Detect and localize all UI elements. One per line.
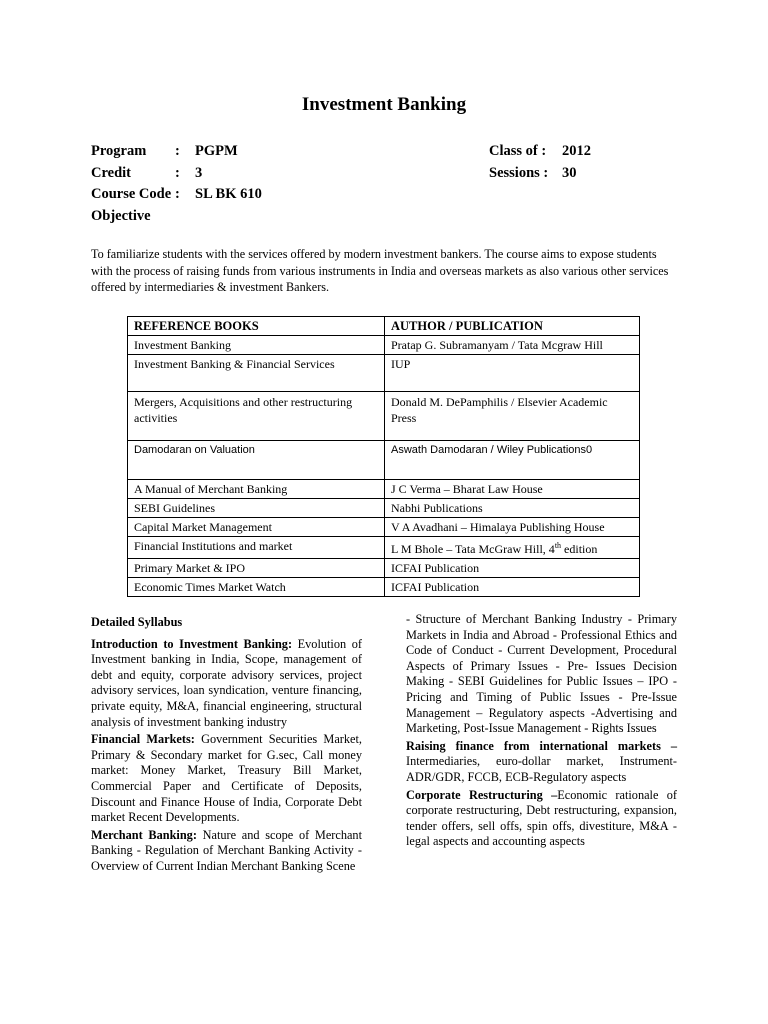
author-cell: ICFAI Publication bbox=[385, 578, 640, 597]
syllabus-heading: Detailed Syllabus bbox=[91, 615, 183, 629]
credit-label: Credit bbox=[91, 165, 132, 181]
program-row bbox=[91, 143, 391, 163]
author-cell: Pratap G. Subramanyam / Tata Mcgraw Hill bbox=[385, 336, 640, 355]
corporate-restructuring-text: Economic rationale of corporate restructuring, Debt restructuring, expansion, tender offers, sell offs, spin offs, divestiture, M&A - legal aspects and accounting aspects bbox=[406, 787, 677, 849]
table-row bbox=[128, 537, 640, 559]
book-cell: Capital Market Management bbox=[128, 518, 385, 537]
author-cell: Nabhi Publications bbox=[385, 499, 640, 518]
sessions-label: Sessions : bbox=[489, 165, 549, 181]
author-cell: IUP bbox=[385, 355, 640, 392]
financial-markets-paragraph bbox=[91, 732, 362, 826]
table-row bbox=[128, 355, 640, 392]
table-row bbox=[128, 518, 640, 537]
book-cell: A Manual of Merchant Banking bbox=[128, 480, 385, 499]
table-row bbox=[128, 480, 640, 499]
financial-markets-text: Government Securities Market, Primary & Secondary market for G.sec, Call money market: Money Market, Treasury Bill Market, Commercial Paper and Certificate of Deposits, Discount and Finance House of India, Corporate Debt market Recent Developments. bbox=[91, 732, 362, 825]
course-code-value: SL BK 610 bbox=[195, 186, 262, 202]
merchant-banking-paragraph bbox=[91, 828, 362, 875]
page-title: Investment Banking bbox=[301, 94, 467, 115]
table-row bbox=[128, 336, 640, 355]
book-cell: SEBI Guidelines bbox=[128, 499, 385, 518]
raising-finance-text: Intermediaries, euro-dollar market, Instrument-ADR/GDR, FCCB, ECB-Regulatory aspects bbox=[406, 754, 677, 784]
merchant-banking-text: Nature and scope of Merchant Banking - Regulation of Merchant Banking Activity - Overview of Current Indian Merchant Banking Scene bbox=[91, 827, 362, 873]
syllabus-left-column bbox=[91, 615, 362, 877]
credit-value: 3 bbox=[195, 165, 203, 181]
intro-title: Introduction to Investment Banking: bbox=[91, 636, 293, 651]
book-cell: Economic Times Market Watch bbox=[128, 578, 385, 597]
raising-finance-paragraph bbox=[406, 739, 677, 786]
superscript: th bbox=[554, 541, 562, 550]
author-cell: V A Avadhani – Himalaya Publishing House bbox=[385, 518, 640, 537]
class-of-label: Class of : bbox=[489, 143, 547, 159]
author-cell: Aswath Damodaran / Wiley Publications0 bbox=[385, 441, 640, 480]
author-text-suffix: edition bbox=[561, 542, 598, 556]
credit-row bbox=[91, 165, 391, 185]
corporate-restructuring-title: Corporate Restructuring – bbox=[406, 787, 558, 802]
colon: : bbox=[175, 143, 180, 159]
course-code-row bbox=[91, 186, 391, 206]
book-cell: Primary Market & IPO bbox=[128, 559, 385, 578]
book-cell: Investment Banking bbox=[128, 336, 385, 355]
colon: : bbox=[175, 186, 180, 202]
table-header-books: REFERENCE BOOKS bbox=[128, 317, 385, 336]
objective-row bbox=[91, 208, 391, 228]
raising-finance-title: Raising finance from international markets – bbox=[406, 738, 677, 753]
table-row bbox=[128, 578, 640, 597]
merchant-banking-continued: - Structure of Merchant Banking Industry - Primary Markets in India and Abroad - Professional Ethics and Code of Conduct - Current Development, Procedural Aspects of Primary Issues - Pre- Issues Decision Making - SEBI Guidelines for Public Issues – IPO -Pricing and Timing of Public Issues - Pre-Issue Management – Regulatory aspects -Advertising and Marketing, Post-Issue Management - Rights Issues bbox=[406, 612, 677, 736]
intro-paragraph bbox=[91, 637, 362, 731]
author-text: L M Bhole – Tata McGraw Hill, 4 bbox=[391, 542, 555, 556]
author-cell bbox=[385, 537, 640, 559]
book-cell: Damodaran on Valuation bbox=[128, 441, 385, 480]
table-header-author: AUTHOR / PUBLICATION bbox=[385, 317, 640, 336]
book-cell: Investment Banking & Financial Services bbox=[128, 355, 385, 392]
book-cell: Financial Institutions and market bbox=[128, 537, 385, 559]
class-of-value: 2012 bbox=[562, 143, 591, 159]
author-cell: Donald M. DePamphilis / Elsevier Academic Press bbox=[385, 392, 640, 441]
program-label: Program bbox=[91, 143, 147, 159]
objective-text: To familiarize students with the services offered by modern investment bankers. The course aims to expose students with the process of raising funds from various instruments in India and overseas markets as also various other services offered by intermediaries & investment Bankers. bbox=[91, 247, 669, 294]
table-row bbox=[128, 499, 640, 518]
colon: : bbox=[175, 165, 180, 181]
table-row bbox=[128, 559, 640, 578]
author-cell: ICFAI Publication bbox=[385, 559, 640, 578]
author-cell: J C Verma – Bharat Law House bbox=[385, 480, 640, 499]
book-cell: Mergers, Acquisitions and other restructuring activities bbox=[128, 392, 385, 441]
financial-markets-title: Financial Markets: bbox=[91, 732, 195, 747]
table-header-row bbox=[128, 317, 640, 336]
reference-table bbox=[127, 316, 640, 597]
course-code-label: Course Code bbox=[91, 186, 172, 202]
merchant-banking-title: Merchant Banking: bbox=[91, 827, 197, 842]
intro-text: Evolution of Investment banking in India, Scope, management of debt and equity, corporate advisory services, project advisory services, loan syndication, venture financing, private equity, M&A, financial engineering, structural analysis of investment banking industry bbox=[91, 636, 362, 729]
syllabus-right-column bbox=[406, 612, 677, 852]
corporate-restructuring-paragraph bbox=[406, 788, 677, 850]
objective-label: Objective bbox=[91, 208, 151, 224]
program-value: PGPM bbox=[195, 143, 238, 159]
table-row bbox=[128, 392, 640, 441]
sessions-value: 30 bbox=[562, 165, 577, 181]
table-row bbox=[128, 441, 640, 480]
